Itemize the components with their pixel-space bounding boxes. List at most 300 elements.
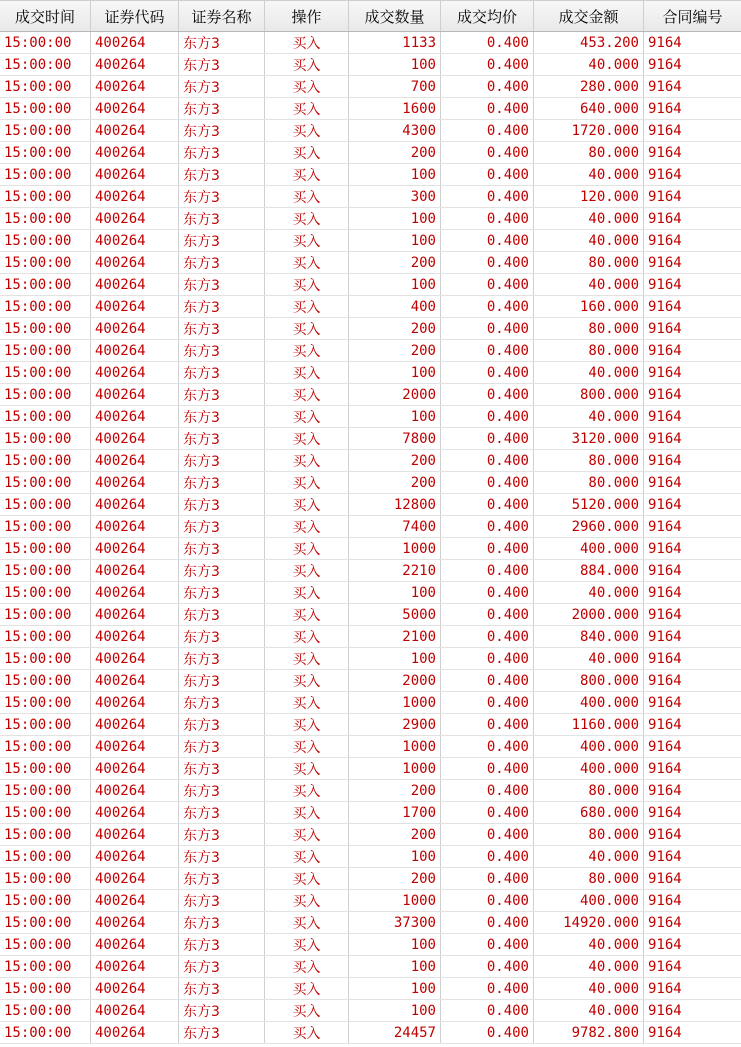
contract-no-cell: 9164	[648, 276, 682, 293]
operation-cell: 买入	[265, 76, 349, 97]
contract-no-cell: 9164	[648, 34, 682, 51]
avg-price-cell: 0.400	[441, 406, 534, 427]
trade-time-cell: 15:00:00	[0, 98, 91, 119]
security-name-cell: 东方3	[179, 98, 265, 119]
operation-cell: 买入	[265, 252, 349, 273]
column-header-contract-no[interactable]: 合同编号	[662, 7, 723, 26]
table-row[interactable]	[0, 32, 741, 54]
security-name-cell: 东方3	[179, 780, 265, 801]
security-code-cell: 400264	[91, 758, 179, 779]
trade-time-cell: 15:00:00	[0, 626, 91, 647]
table-row[interactable]	[0, 1000, 741, 1022]
table-row[interactable]	[0, 230, 741, 252]
quantity-cell: 200	[349, 340, 441, 361]
security-code-cell: 400264	[91, 846, 179, 867]
security-name-cell: 东方3	[179, 978, 265, 999]
amount-cell: 40.000	[534, 208, 644, 229]
table-row[interactable]	[0, 318, 741, 340]
operation-cell: 买入	[265, 560, 349, 581]
avg-price-cell: 0.400	[441, 54, 534, 75]
table-row[interactable]	[0, 406, 741, 428]
quantity-cell: 1000	[349, 538, 441, 559]
trade-time-cell: 15:00:00	[0, 758, 91, 779]
security-code-cell: 400264	[91, 604, 179, 625]
security-code-cell: 400264	[91, 956, 179, 977]
table-row[interactable]	[0, 516, 741, 538]
avg-price-cell: 0.400	[441, 780, 534, 801]
contract-no-cell: 9164	[648, 166, 682, 183]
security-name-cell: 东方3	[179, 76, 265, 97]
trade-time-cell: 15:00:00	[0, 32, 91, 53]
contract-no-cell: 9164	[648, 254, 682, 271]
security-code-cell: 400264	[91, 516, 179, 537]
operation-cell: 买入	[265, 934, 349, 955]
column-header-operation[interactable]: 操作	[265, 1, 349, 31]
operation-cell: 买入	[265, 516, 349, 537]
column-header-quantity[interactable]: 成交数量	[349, 1, 441, 31]
contract-no-cell: 9164	[648, 78, 682, 95]
trade-time-cell: 15:00:00	[0, 648, 91, 669]
table-row[interactable]	[0, 692, 741, 714]
amount-cell: 80.000	[534, 868, 644, 889]
security-name-cell: 东方3	[179, 54, 265, 75]
quantity-cell: 1700	[349, 802, 441, 823]
operation-cell: 买入	[265, 648, 349, 669]
column-header-amount[interactable]: 成交金额	[534, 1, 644, 31]
amount-cell: 160.000	[534, 296, 644, 317]
amount-cell: 800.000	[534, 670, 644, 691]
table-row[interactable]	[0, 604, 741, 626]
amount-cell: 400.000	[534, 736, 644, 757]
operation-cell: 买入	[265, 120, 349, 141]
quantity-cell: 2900	[349, 714, 441, 735]
avg-price-cell: 0.400	[441, 846, 534, 867]
quantity-cell: 100	[349, 230, 441, 251]
contract-no-cell: 9164	[648, 100, 682, 117]
security-name-cell: 东方3	[179, 802, 265, 823]
amount-cell: 40.000	[534, 54, 644, 75]
table-row[interactable]	[0, 76, 741, 98]
security-code-cell: 400264	[91, 164, 179, 185]
contract-no-cell: 9164	[648, 188, 682, 205]
avg-price-cell: 0.400	[441, 76, 534, 97]
security-code-cell: 400264	[91, 692, 179, 713]
operation-cell: 买入	[265, 868, 349, 889]
table-row[interactable]	[0, 472, 741, 494]
security-code-cell: 400264	[91, 736, 179, 757]
quantity-cell: 1000	[349, 758, 441, 779]
table-row[interactable]	[0, 890, 741, 912]
trade-time-cell: 15:00:00	[0, 274, 91, 295]
security-name-cell: 东方3	[179, 736, 265, 757]
amount-cell: 80.000	[534, 142, 644, 163]
avg-price-cell: 0.400	[441, 1022, 534, 1043]
table-row[interactable]	[0, 54, 741, 76]
table-row[interactable]	[0, 626, 741, 648]
contract-no-cell: 9164	[648, 540, 682, 557]
trade-time-cell: 15:00:00	[0, 824, 91, 845]
trade-time-cell: 15:00:00	[0, 450, 91, 471]
table-row[interactable]	[0, 98, 741, 120]
column-header-security-code[interactable]: 证券代码	[91, 1, 179, 31]
amount-cell: 9782.800	[534, 1022, 644, 1043]
avg-price-cell: 0.400	[441, 560, 534, 581]
contract-no-cell: 9164	[648, 870, 682, 887]
operation-cell: 买入	[265, 318, 349, 339]
avg-price-cell: 0.400	[441, 164, 534, 185]
operation-cell: 买入	[265, 582, 349, 603]
amount-cell: 5120.000	[534, 494, 644, 515]
table-row[interactable]	[0, 186, 741, 208]
amount-cell: 884.000	[534, 560, 644, 581]
avg-price-cell: 0.400	[441, 296, 534, 317]
operation-cell: 买入	[265, 274, 349, 295]
table-row[interactable]	[0, 670, 741, 692]
security-code-cell: 400264	[91, 1022, 179, 1043]
contract-no-cell: 9164	[648, 826, 682, 843]
table-row[interactable]	[0, 538, 741, 560]
security-code-cell: 400264	[91, 32, 179, 53]
operation-cell: 买入	[265, 186, 349, 207]
contract-no-cell: 9164	[648, 1024, 682, 1041]
quantity-cell: 12800	[349, 494, 441, 515]
security-code-cell: 400264	[91, 626, 179, 647]
table-row[interactable]	[0, 582, 741, 604]
contract-no-cell: 9164	[648, 716, 682, 733]
operation-cell: 买入	[265, 384, 349, 405]
trade-time-cell: 15:00:00	[0, 912, 91, 933]
amount-cell: 40.000	[534, 1000, 644, 1021]
table-row[interactable]	[0, 802, 741, 824]
contract-no-cell: 9164	[648, 210, 682, 227]
quantity-cell: 1600	[349, 98, 441, 119]
security-code-cell: 400264	[91, 560, 179, 581]
operation-cell: 买入	[265, 362, 349, 383]
security-name-cell: 东方3	[179, 714, 265, 735]
table-row[interactable]	[0, 824, 741, 846]
table-row[interactable]	[0, 296, 741, 318]
trade-time-cell: 15:00:00	[0, 802, 91, 823]
amount-cell: 120.000	[534, 186, 644, 207]
amount-cell: 640.000	[534, 98, 644, 119]
avg-price-cell: 0.400	[441, 912, 534, 933]
security-name-cell: 东方3	[179, 274, 265, 295]
security-name-cell: 东方3	[179, 956, 265, 977]
amount-cell: 40.000	[534, 362, 644, 383]
trade-time-cell: 15:00:00	[0, 846, 91, 867]
quantity-cell: 24457	[349, 1022, 441, 1043]
table-row[interactable]	[0, 164, 741, 186]
security-code-cell: 400264	[91, 934, 179, 955]
amount-cell: 40.000	[534, 230, 644, 251]
table-row[interactable]	[0, 846, 741, 868]
trade-time-cell: 15:00:00	[0, 164, 91, 185]
quantity-cell: 2210	[349, 560, 441, 581]
operation-cell: 买入	[265, 692, 349, 713]
table-row[interactable]	[0, 494, 741, 516]
avg-price-cell: 0.400	[441, 868, 534, 889]
operation-cell: 买入	[265, 428, 349, 449]
column-header-trade-time[interactable]: 成交时间	[0, 1, 91, 31]
security-name-cell: 东方3	[179, 758, 265, 779]
operation-cell: 买入	[265, 670, 349, 691]
trade-time-cell: 15:00:00	[0, 406, 91, 427]
trade-time-cell: 15:00:00	[0, 604, 91, 625]
avg-price-cell: 0.400	[441, 604, 534, 625]
trade-time-cell: 15:00:00	[0, 494, 91, 515]
table-row[interactable]	[0, 934, 741, 956]
security-code-cell: 400264	[91, 54, 179, 75]
operation-cell: 买入	[265, 758, 349, 779]
column-header-avg-price[interactable]: 成交均价	[441, 1, 534, 31]
contract-no-cell: 9164	[648, 936, 682, 953]
quantity-cell: 200	[349, 450, 441, 471]
contract-no-cell: 9164	[648, 232, 682, 249]
quantity-cell: 200	[349, 824, 441, 845]
table-row[interactable]	[0, 978, 741, 1000]
contract-no-cell: 9164	[648, 980, 682, 997]
quantity-cell: 100	[349, 274, 441, 295]
avg-price-cell: 0.400	[441, 494, 534, 515]
contract-no-cell: 9164	[648, 650, 682, 667]
security-code-cell: 400264	[91, 76, 179, 97]
quantity-cell: 1133	[349, 32, 441, 53]
operation-cell: 买入	[265, 736, 349, 757]
table-row[interactable]	[0, 956, 741, 978]
quantity-cell: 700	[349, 76, 441, 97]
trade-time-cell: 15:00:00	[0, 384, 91, 405]
avg-price-cell: 0.400	[441, 472, 534, 493]
quantity-cell: 400	[349, 296, 441, 317]
contract-no-cell: 9164	[648, 518, 682, 535]
avg-price-cell: 0.400	[441, 670, 534, 691]
amount-cell: 280.000	[534, 76, 644, 97]
amount-cell: 80.000	[534, 780, 644, 801]
avg-price-cell: 0.400	[441, 736, 534, 757]
table-row[interactable]	[0, 362, 741, 384]
avg-price-cell: 0.400	[441, 824, 534, 845]
contract-no-cell: 9164	[648, 144, 682, 161]
amount-cell: 40.000	[534, 934, 644, 955]
operation-cell: 买入	[265, 340, 349, 361]
table-row[interactable]	[0, 208, 741, 230]
avg-price-cell: 0.400	[441, 186, 534, 207]
security-name-cell: 东方3	[179, 164, 265, 185]
security-name-cell: 东方3	[179, 648, 265, 669]
quantity-cell: 100	[349, 1000, 441, 1021]
quantity-cell: 200	[349, 780, 441, 801]
table-row[interactable]	[0, 274, 741, 296]
security-name-cell: 东方3	[179, 472, 265, 493]
contract-no-cell: 9164	[648, 364, 682, 381]
quantity-cell: 100	[349, 54, 441, 75]
operation-cell: 买入	[265, 450, 349, 471]
avg-price-cell: 0.400	[441, 692, 534, 713]
security-name-cell: 东方3	[179, 142, 265, 163]
amount-cell: 40.000	[534, 582, 644, 603]
avg-price-cell: 0.400	[441, 142, 534, 163]
security-name-cell: 东方3	[179, 186, 265, 207]
table-row[interactable]	[0, 384, 741, 406]
quantity-cell: 100	[349, 582, 441, 603]
trade-time-cell: 15:00:00	[0, 692, 91, 713]
quantity-cell: 100	[349, 164, 441, 185]
amount-cell: 3120.000	[534, 428, 644, 449]
contract-no-cell: 9164	[648, 496, 682, 513]
avg-price-cell: 0.400	[441, 1000, 534, 1021]
quantity-cell: 37300	[349, 912, 441, 933]
security-name-cell: 东方3	[179, 450, 265, 471]
operation-cell: 买入	[265, 32, 349, 53]
quantity-cell: 100	[349, 934, 441, 955]
security-code-cell: 400264	[91, 318, 179, 339]
trade-time-cell: 15:00:00	[0, 296, 91, 317]
operation-cell: 买入	[265, 296, 349, 317]
quantity-cell: 1000	[349, 692, 441, 713]
trade-time-cell: 15:00:00	[0, 780, 91, 801]
table-header	[0, 0, 741, 32]
avg-price-cell: 0.400	[441, 120, 534, 141]
contract-no-cell: 9164	[648, 298, 682, 315]
quantity-cell: 2000	[349, 670, 441, 691]
quantity-cell: 5000	[349, 604, 441, 625]
security-code-cell: 400264	[91, 670, 179, 691]
security-code-cell: 400264	[91, 230, 179, 251]
trade-time-cell: 15:00:00	[0, 252, 91, 273]
amount-cell: 40.000	[534, 846, 644, 867]
table-row[interactable]	[0, 648, 741, 670]
avg-price-cell: 0.400	[441, 340, 534, 361]
amount-cell: 40.000	[534, 978, 644, 999]
contract-no-cell: 9164	[648, 782, 682, 799]
amount-cell: 400.000	[534, 692, 644, 713]
security-name-cell: 东方3	[179, 1022, 265, 1043]
table-row[interactable]	[0, 1022, 741, 1044]
trade-time-cell: 15:00:00	[0, 582, 91, 603]
avg-price-cell: 0.400	[441, 802, 534, 823]
operation-cell: 买入	[265, 978, 349, 999]
table-row[interactable]	[0, 120, 741, 142]
contract-no-cell: 9164	[648, 452, 682, 469]
trade-time-cell: 15:00:00	[0, 120, 91, 141]
trade-time-cell: 15:00:00	[0, 76, 91, 97]
avg-price-cell: 0.400	[441, 626, 534, 647]
amount-cell: 80.000	[534, 252, 644, 273]
contract-no-cell: 9164	[648, 474, 682, 491]
contract-no-cell: 9164	[648, 914, 682, 931]
contract-no-cell: 9164	[648, 628, 682, 645]
avg-price-cell: 0.400	[441, 450, 534, 471]
amount-cell: 40.000	[534, 164, 644, 185]
amount-cell: 40.000	[534, 648, 644, 669]
table-row[interactable]	[0, 758, 741, 780]
security-name-cell: 东方3	[179, 1000, 265, 1021]
operation-cell: 买入	[265, 846, 349, 867]
table-row[interactable]	[0, 560, 741, 582]
avg-price-cell: 0.400	[441, 516, 534, 537]
avg-price-cell: 0.400	[441, 208, 534, 229]
table-row[interactable]	[0, 142, 741, 164]
table-row[interactable]	[0, 450, 741, 472]
avg-price-cell: 0.400	[441, 318, 534, 339]
quantity-cell: 4300	[349, 120, 441, 141]
contract-no-cell: 9164	[648, 738, 682, 755]
operation-cell: 买入	[265, 54, 349, 75]
operation-cell: 买入	[265, 714, 349, 735]
contract-no-cell: 9164	[648, 672, 682, 689]
security-name-cell: 东方3	[179, 120, 265, 141]
amount-cell: 400.000	[534, 538, 644, 559]
avg-price-cell: 0.400	[441, 956, 534, 977]
quantity-cell: 200	[349, 318, 441, 339]
trade-time-cell: 15:00:00	[0, 670, 91, 691]
table-row[interactable]	[0, 912, 741, 934]
security-code-cell: 400264	[91, 186, 179, 207]
operation-cell: 买入	[265, 912, 349, 933]
operation-cell: 买入	[265, 956, 349, 977]
table-row[interactable]	[0, 428, 741, 450]
operation-cell: 买入	[265, 824, 349, 845]
quantity-cell: 200	[349, 472, 441, 493]
security-code-cell: 400264	[91, 494, 179, 515]
trade-time-cell: 15:00:00	[0, 428, 91, 449]
avg-price-cell: 0.400	[441, 648, 534, 669]
operation-cell: 买入	[265, 604, 349, 625]
amount-cell: 400.000	[534, 890, 644, 911]
amount-cell: 14920.000	[534, 912, 644, 933]
trade-time-cell: 15:00:00	[0, 714, 91, 735]
quantity-cell: 100	[349, 978, 441, 999]
table-row[interactable]	[0, 252, 741, 274]
operation-cell: 买入	[265, 98, 349, 119]
contract-no-cell: 9164	[648, 122, 682, 139]
amount-cell: 40.000	[534, 956, 644, 977]
trade-time-cell: 15:00:00	[0, 978, 91, 999]
avg-price-cell: 0.400	[441, 252, 534, 273]
table-row[interactable]	[0, 714, 741, 736]
operation-cell: 买入	[265, 230, 349, 251]
security-name-cell: 东方3	[179, 626, 265, 647]
avg-price-cell: 0.400	[441, 582, 534, 603]
operation-cell: 买入	[265, 1022, 349, 1043]
security-name-cell: 东方3	[179, 582, 265, 603]
security-code-cell: 400264	[91, 780, 179, 801]
quantity-cell: 200	[349, 252, 441, 273]
security-name-cell: 东方3	[179, 494, 265, 515]
contract-no-cell: 9164	[648, 892, 682, 909]
trade-time-cell: 15:00:00	[0, 1022, 91, 1043]
security-name-cell: 东方3	[179, 670, 265, 691]
operation-cell: 买入	[265, 890, 349, 911]
table-body	[0, 32, 741, 1044]
security-code-cell: 400264	[91, 98, 179, 119]
column-header-security-name[interactable]: 证券名称	[179, 1, 265, 31]
operation-cell: 买入	[265, 626, 349, 647]
security-name-cell: 东方3	[179, 692, 265, 713]
trade-time-cell: 15:00:00	[0, 472, 91, 493]
contract-no-cell: 9164	[648, 1002, 682, 1019]
avg-price-cell: 0.400	[441, 230, 534, 251]
security-name-cell: 东方3	[179, 32, 265, 53]
table-row[interactable]	[0, 736, 741, 758]
amount-cell: 1720.000	[534, 120, 644, 141]
operation-cell: 买入	[265, 406, 349, 427]
table-row[interactable]	[0, 780, 741, 802]
table-row[interactable]	[0, 868, 741, 890]
security-name-cell: 东方3	[179, 230, 265, 251]
table-row[interactable]	[0, 340, 741, 362]
security-name-cell: 东方3	[179, 912, 265, 933]
